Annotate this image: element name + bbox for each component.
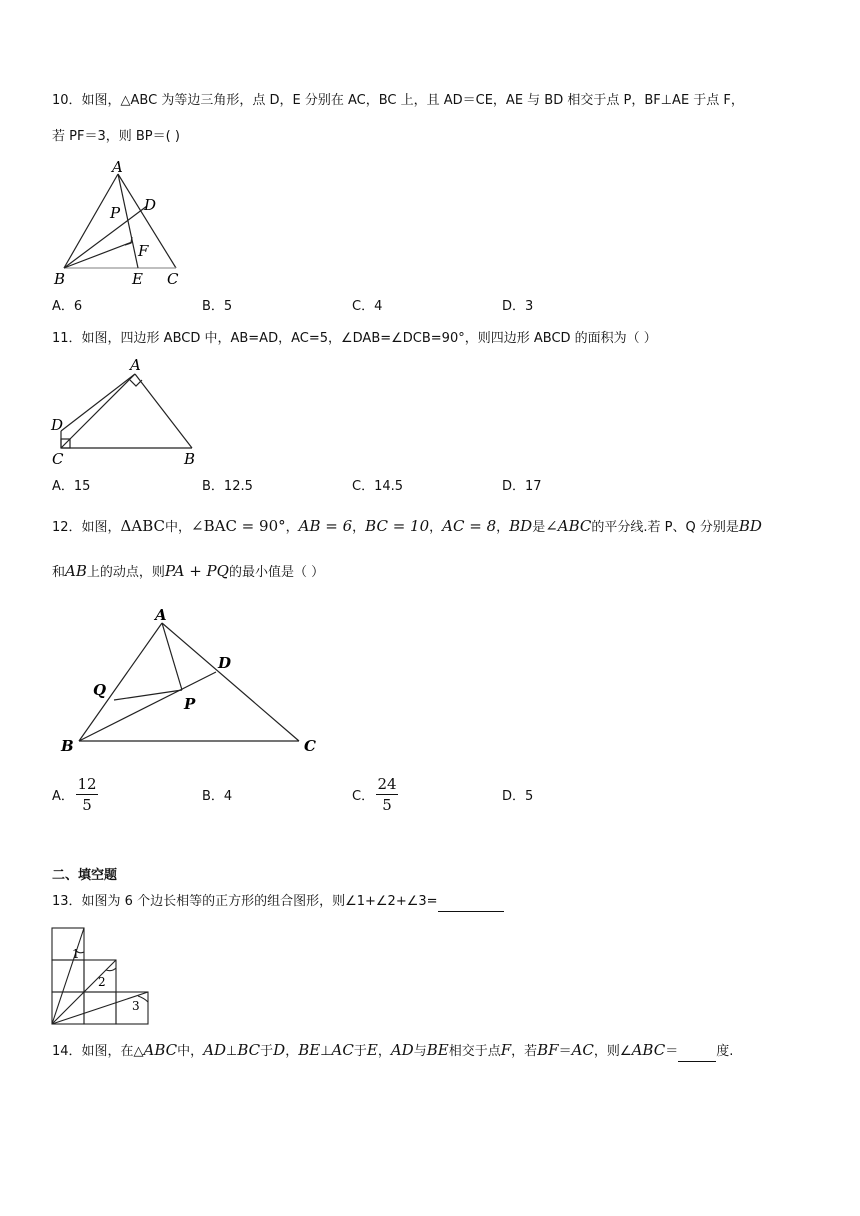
- q10-label-f: F: [138, 242, 149, 260]
- q12-angle: ∠BAC = 90°: [191, 517, 286, 535]
- q11-text: 11．如图，四边形 ABCD 中，AB=AD，AC=5，∠DAB=∠DCB=90°，则四边形 ABCD 的面积为（ ）: [52, 331, 657, 346]
- q10-text-line2: 若 PF＝3，则 BP＝( ): [52, 129, 180, 144]
- q12-text-line2: 和AB上的动点，则PA + PQ的最小值是（ ）: [52, 562, 325, 580]
- q12-figure: [58, 606, 328, 760]
- q10-label-c: C: [167, 270, 179, 288]
- q11-option-b: B．12.5: [202, 479, 253, 494]
- q12-option-d: D．5: [502, 789, 534, 804]
- q12-label-p: P: [184, 695, 196, 713]
- q12-bc: BC = 10: [365, 517, 430, 535]
- q13-label-3: 3: [132, 999, 140, 1013]
- q12-label-d: D: [218, 654, 232, 672]
- q10-option-d: D．3: [502, 299, 534, 314]
- q14-text: 14．如图，在△ABC中，AD⊥BC于D，BE⊥AC于E，AD与BE相交于点F，若BF＝AC，则∠ABC＝ 度.: [52, 1040, 733, 1062]
- q13-label-1: 1: [72, 947, 80, 961]
- q10-option-b: B．5: [202, 299, 233, 314]
- q13-label-2: 2: [98, 975, 106, 989]
- q12-label-a: A: [155, 606, 167, 624]
- q12-ab: AB = 6: [298, 517, 353, 535]
- q12-triangle: ΔABC: [120, 517, 165, 535]
- q12-option-c-fraction: 24 5: [377, 775, 397, 814]
- q12-option-c-prefix: C．: [352, 789, 375, 804]
- q13-answer-blank: [438, 897, 504, 912]
- q12-option-b: B．4: [202, 789, 233, 804]
- q12-abc: ∠ABC: [545, 517, 592, 535]
- q11-option-d: D．17: [502, 479, 542, 494]
- q12-bd2: BD: [738, 517, 762, 535]
- q11-label-a: A: [130, 356, 141, 374]
- q10-label-p: P: [110, 204, 121, 222]
- q12-ab2: AB: [65, 562, 87, 580]
- section-title: 二、填空题: [52, 868, 118, 883]
- q10-option-c: C．4: [352, 299, 383, 314]
- q12-label-b: B: [61, 737, 74, 755]
- q12-expr: PA + PQ: [164, 562, 229, 580]
- q12-bd: BD: [509, 517, 533, 535]
- q12-label-q: Q: [93, 681, 107, 699]
- q10-label-a: A: [112, 158, 123, 176]
- q14-answer-blank: [678, 1047, 716, 1062]
- q10-label-e: E: [132, 270, 143, 288]
- q11-option-c: C．14.5: [352, 479, 404, 494]
- q10-text-line1: 10．如图，△ABC 为等边三角形，点 D，E 分别在 AC，BC 上，且 AD＝CE，AE 与 BD 相交于点 P，BF⊥AE 于点 F，: [52, 93, 744, 108]
- q10-option-a: A．6: [52, 299, 83, 314]
- q11-label-d: D: [51, 416, 64, 434]
- q12-option-a-fraction: 12 5: [77, 775, 97, 814]
- q13-text: 13．如图为 6 个边长相等的正方形的组合图形，则∠1+∠2+∠3=: [52, 892, 504, 912]
- q11-label-c: C: [52, 450, 64, 468]
- q12-text-line1: 12．如图，ΔABC中，∠BAC = 90°，AB = 6，BC = 10，AC = 8，BD是∠ABC的平分线.若 P、Q 分别是BD: [52, 517, 762, 535]
- q11-option-a: A．15: [52, 479, 91, 494]
- q10-label-d: D: [144, 196, 157, 214]
- q12-option-a-prefix: A．: [52, 789, 74, 804]
- q11-label-b: B: [184, 450, 196, 468]
- q12-ac: AC = 8: [442, 517, 497, 535]
- q10-label-b: B: [54, 270, 66, 288]
- q10-figure: [52, 158, 187, 288]
- q12-label-c: C: [304, 737, 316, 755]
- q13-figure: [50, 926, 152, 1028]
- q11-figure: [50, 358, 200, 468]
